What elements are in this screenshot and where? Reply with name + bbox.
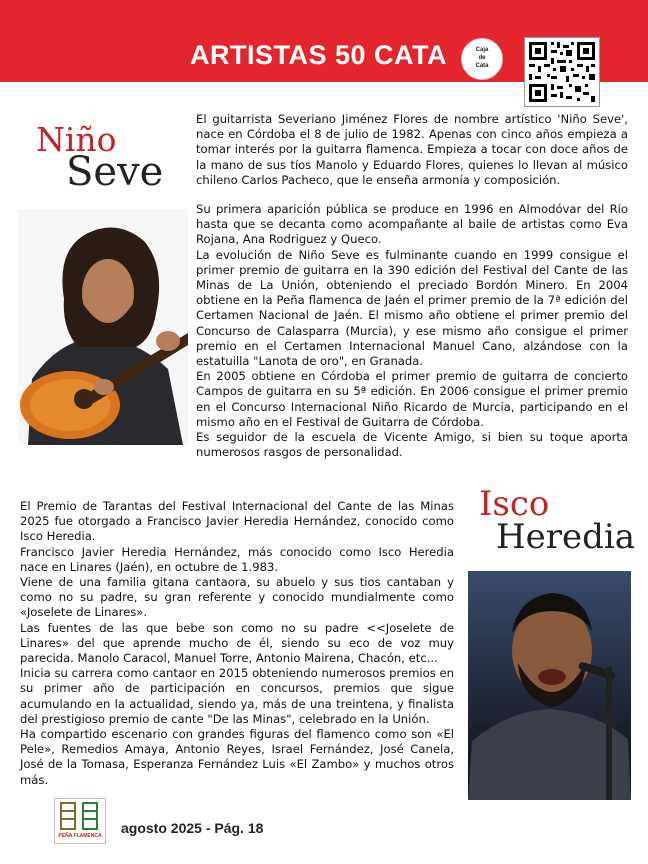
artist1-name-last: Seve <box>66 149 164 195</box>
bio-paragraph: Las fuentes de las que bebe son como no su padre <<Joselete de Linares» del que aprende mucho de él, siendo su eco de voz muy parecida. Manolo Caracol, Manuel Torre, Antonio Mairena, Chacón, etc... <box>20 620 454 666</box>
logo-text-line-1: Caja <box>475 47 489 53</box>
bio-paragraph: Inicia su carrera como cantaor en 2015 obteniendo numerosos premios en su primer año de participación en concursos, premios que sigue acumulando en la actualidad, siendo ya, más de una treintena, y finalista del prestigioso premio de cante "De las Minas", celebrado en la Unión. <box>20 666 454 726</box>
artist2-name-first: Isco <box>479 484 550 524</box>
bio-paragraph: El guitarrista Severiano Jiménez Flores de nombre artístico 'Niño Seve', nace en Córdoba el 8 de julio de 1982. Apenas con cinco años empieza a tomar interés por la guitarra flamenca. Empieza a tocar con doce años de la mano de sus tíos Manolo y Eduardo Flores, quienes lo llevan al músico chileno Carlos Pacheco, que le enseña armonía y composición. <box>196 112 628 187</box>
bio-paragraph: Ha compartido escenario con grandes figuras del flamenco como son «El Pele», Remedios Amaya, Antonio Reyes, Israel Fernández, José Canela, José de la Tomasa, Esperanza Fernández Luis «El Zambo» y muchos otros más. <box>20 727 454 787</box>
qr-code-icon[interactable] <box>524 37 600 107</box>
bio-paragraph: Es seguidor de la escuela de Vicente Amigo, si bien su toque aporta numerosos rasgos de personalidad. <box>196 430 628 460</box>
artist2-photo <box>468 571 631 800</box>
bio-paragraph: En 2005 obtiene en Córdoba el primer premio de guitarra de concierto Campos de guitarra en su 5ª edición. En 2006 consigue el primer premio en el Concurso Internacional Niño Ricardo de Murcia, participando en el mismo año en el Festival de Guitarra de Córdoba. <box>196 369 628 429</box>
bio-paragraph: Viene de una familia gitana cantaora, su abuelo y sus tios cantaban y como no su padre, su gran referente y conocido mundialmente como «Joselete de Linares». <box>20 575 454 620</box>
artist2-name-last: Heredia <box>496 517 636 557</box>
bio-paragraph: Su primera aparición pública se produce en 1996 en Almodóvar del Río hasta que se decanta como acompañante al baile de artistas como Eva Rojana, Ana Rodriguez y Queco. <box>196 202 628 247</box>
logo-text-line-3: Cata <box>475 63 489 69</box>
bio-paragraph: Francisco Javier Heredia Hernández, más conocido como Isco Heredia nace en Linares (Jaén), en octubre de 1.983. <box>20 544 454 574</box>
artist2-biography <box>20 499 454 788</box>
caja-de-cata-logo <box>461 38 503 80</box>
logo-text-line-2: de <box>478 55 486 61</box>
artist1-name-first: Niño <box>36 120 117 159</box>
page-title: ARTISTAS 50 CATA <box>190 40 448 70</box>
artist1-photo <box>18 209 188 445</box>
artist1-biography <box>196 112 628 460</box>
footer-logo-text: PEÑA FLAMENCA <box>58 833 102 839</box>
bio-paragraph: El Premio de Tarantas del Festival Internacional del Cante de las Minas 2025 fue otorgado a Francisco Javier Heredia Hernández, conocido como Isco Heredia. <box>20 499 454 544</box>
bio-paragraph: La evolución de Niño Seve es fulminante cuando en 1999 consigue el primer premio de guitarra en la 390 edición del Festival del Cante de las Minas de La Unión, obteniendo el preciado Bordón Minero. En 2004 obtiene en la Peña flamenca de Jaén el primer premio de la 7ª edición del Certamen Nacional de Jaén. El mismo año obtiene el primer premio del Concurso de Calasparra (Murcia), y ese mismo año consigue el primer premio en el Certamen Internacional Manuel Cano, alzándose con la estatuilla "Lanota de oro", en Granada. <box>196 247 628 369</box>
page-number: agosto 2025 - Pág. 18 <box>121 820 264 836</box>
pena-flamenca-logo <box>54 798 106 844</box>
